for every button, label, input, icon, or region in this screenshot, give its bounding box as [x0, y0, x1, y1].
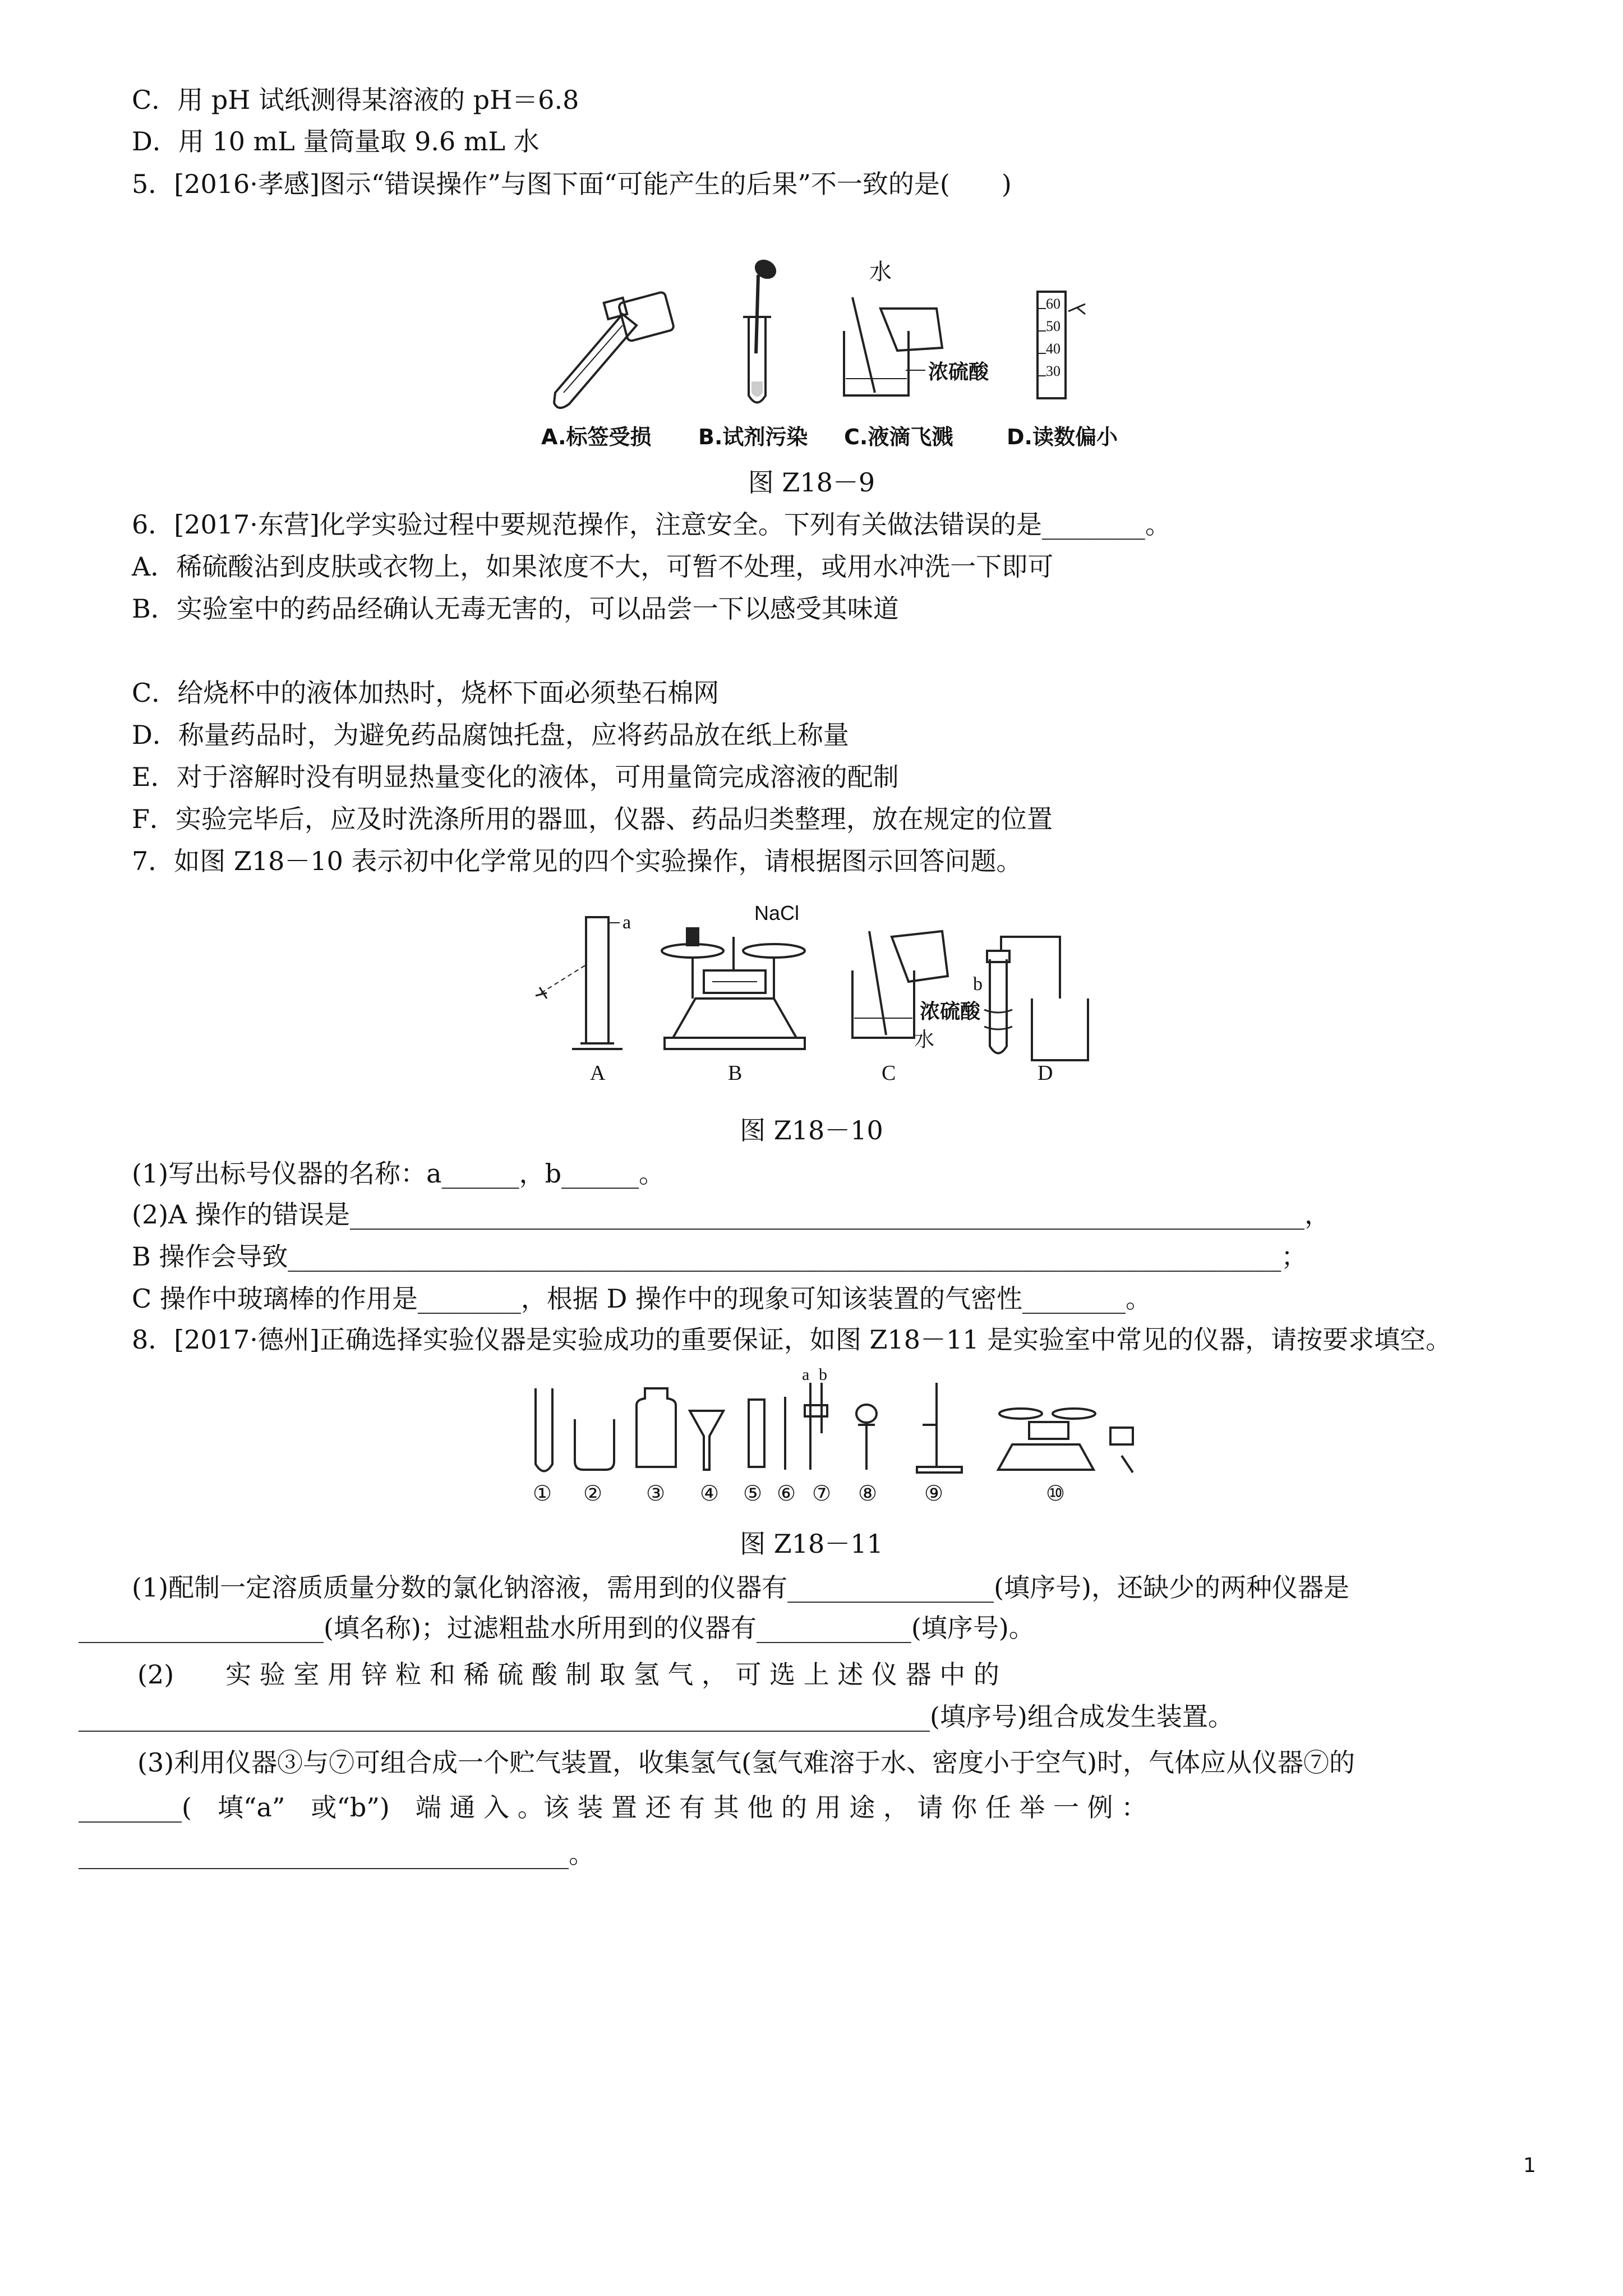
fig9-a-pouring: [554, 292, 675, 408]
q6-option-d: D．称量药品时，为避免药品腐蚀托盘，应将药品放在纸上称量: [132, 720, 849, 750]
fig11-label-b: b: [819, 1366, 827, 1384]
q8-part-1-b: ___________________(填名称)；过滤粗盐水所用到的仪器有____________(填序号)。: [79, 1613, 1035, 1643]
fig9-acid-label: 浓硫酸: [928, 361, 989, 384]
question-8: 8．[2017·德州]正确选择实验仪器是实验成功的重要保证，如图 Z18－11 是实验室中常见的仪器，请按要求填空。: [132, 1324, 1452, 1355]
fig11-num-5: ⑤: [743, 1481, 763, 1506]
q6-option-b: B．实验室中的药品经确认无毒无害的，可以品尝一下以感受其味道: [132, 593, 899, 624]
fig11-num-9: ⑨: [924, 1481, 944, 1506]
fig11-num-3: ③: [646, 1481, 666, 1506]
fig9-label-a: A.标签受损: [541, 425, 652, 449]
fig9-scale-60: 60: [1046, 296, 1061, 312]
fig9-water-label: 水: [869, 259, 892, 285]
q8-part-3-a: (3)利用仪器③与⑦可组合成一个贮气装置，收集氢气(氢气难溶于水、密度小于空气)时，气体应从仪器⑦的: [137, 1747, 1355, 1778]
fig10-label-a-mark: a: [623, 912, 631, 933]
fig10-label-B: B: [728, 1061, 743, 1083]
fig11-num-6: ⑥: [777, 1481, 796, 1506]
fig10-label-A: A: [590, 1061, 606, 1083]
fig11-num-7: ⑦: [812, 1481, 832, 1506]
option-d-cylinder: D．用 10 mL 量筒量取 9.6 mL 水: [132, 126, 540, 157]
fig10-nacl-label: NaCl: [754, 901, 800, 924]
fig11-balance: [998, 1409, 1133, 1473]
fig9-scale-30: 30: [1046, 363, 1061, 379]
q7-part-2-a: (2)A 操作的错误是__________________________________________________________________________，: [132, 1199, 1331, 1230]
fig11-bottle-stopper: [805, 1383, 827, 1470]
q7-part-2-b: B 操作会导致_____________________________________________________________________________；: [132, 1241, 1307, 1272]
fig11-funnel: [690, 1411, 723, 1470]
q8-part-3-b: ________( 填“a” 或“b”) 端 通 入 。该 装 置 还 有 其 他 的 用 途 ， 请 你 任 举 一 例 ：: [79, 1792, 1147, 1823]
fig9-d-reading: [1038, 292, 1085, 398]
figure-caption-z18-10: 图 Z18－10: [740, 1115, 883, 1145]
q8-part-3-c: ______________________________________。: [79, 1839, 594, 1869]
fig11-num-10: ⑩: [1046, 1481, 1066, 1506]
fig10-label-D: D: [1038, 1061, 1053, 1083]
q7-part-2-c: C 操作中玻璃棒的作用是________，根据 D 操作中的现象可知该装置的气密性________。: [132, 1283, 1151, 1314]
fig10-label-b-mark: b: [973, 974, 983, 995]
fig11-num-1: ①: [533, 1481, 552, 1506]
q6-option-c: C．给烧杯中的液体加热时，烧杯下面必须垫石棉网: [132, 678, 720, 708]
q6-option-a: A．稀硫酸沾到皮肤或衣物上，如果浓度不大，可暂不处理，或用水冲洗一下即可: [132, 551, 1054, 582]
figure-caption-z18-11: 图 Z18－11: [740, 1529, 883, 1559]
fig10-d-airtight: [984, 937, 1088, 1060]
fig9-scale-50: 50: [1046, 318, 1061, 334]
q8-part-1-a: (1)配制一定溶质质量分数的氯化钠溶液，需用到的仪器有________________(填序号)，还缺少的两种仪器是: [132, 1572, 1350, 1603]
fig11-num-2: ②: [583, 1481, 603, 1506]
question-6: 6．[2017·东营]化学实验过程中要规范操作，注意安全。下列有关做法错误的是________。: [132, 509, 1171, 540]
fig11-iron-stand: [917, 1383, 962, 1473]
fig11-cylinder: [749, 1400, 764, 1467]
fig10-water-label: 水: [914, 1028, 935, 1051]
fig9-label-c: C.液滴飞溅: [844, 425, 953, 449]
page-number: 1: [1523, 2154, 1536, 2177]
question-7: 7．如图 Z18－10 表示初中化学常见的四个实验操作，请根据图示回答问题。: [132, 846, 1022, 876]
option-c-ph: C．用 pH 试纸测得某溶液的 pH＝6.8: [132, 85, 579, 115]
question-5: 5．[2016·孝感]图示“错误操作”与图下面“可能产生的后果”不一致的是( ): [132, 169, 1012, 199]
fig9-label-b: B.试剂污染: [698, 425, 808, 449]
fig11-num-4: ④: [700, 1481, 720, 1506]
fig9-b-dropper: [743, 257, 778, 403]
fig10-a-cylinder: [536, 917, 623, 1049]
q7-part-1: (1)写出标号仪器的名称：a______，b______。: [132, 1158, 665, 1189]
fig10-acid-label: 浓硫酸: [920, 1000, 981, 1023]
q6-option-e: E．对于溶解时没有明显热量变化的液体，可用量筒完成溶液的配制: [132, 762, 899, 792]
fig11-label-a: a: [802, 1366, 810, 1384]
fig11-num-8: ⑧: [858, 1481, 878, 1506]
fig10-b-balance: [662, 928, 805, 1049]
fig10-label-C: C: [882, 1061, 896, 1083]
fig11-separatory-funnel: [856, 1405, 877, 1470]
q8-part-2-b: __________________________________________________________________(填序号)组合成发生装置。: [79, 1701, 1234, 1732]
fig11-beaker: [575, 1419, 614, 1470]
figure-z18-11: [522, 1366, 1155, 1506]
figure-z18-10: [527, 898, 1133, 1083]
q8-part-2-a: (2) 实 验 室 用 锌 粒 和 稀 硫 酸 制 取 氢 气 ， 可 选 上 述 仪 器 中 的: [137, 1659, 999, 1690]
figure-caption-z18-9: 图 Z18－9: [748, 467, 875, 498]
fig9-c-dilution: [844, 297, 942, 395]
fig9-scale-40: 40: [1046, 341, 1061, 357]
q6-option-f: F．实验完毕后，应及时洗涤所用的器皿，仪器、药品归类整理，放在规定的位置: [132, 804, 1053, 834]
fig9-label-d: D.读数偏小: [1007, 425, 1118, 449]
fig11-bottle: [637, 1388, 676, 1467]
fig11-test-tube: [536, 1388, 552, 1471]
